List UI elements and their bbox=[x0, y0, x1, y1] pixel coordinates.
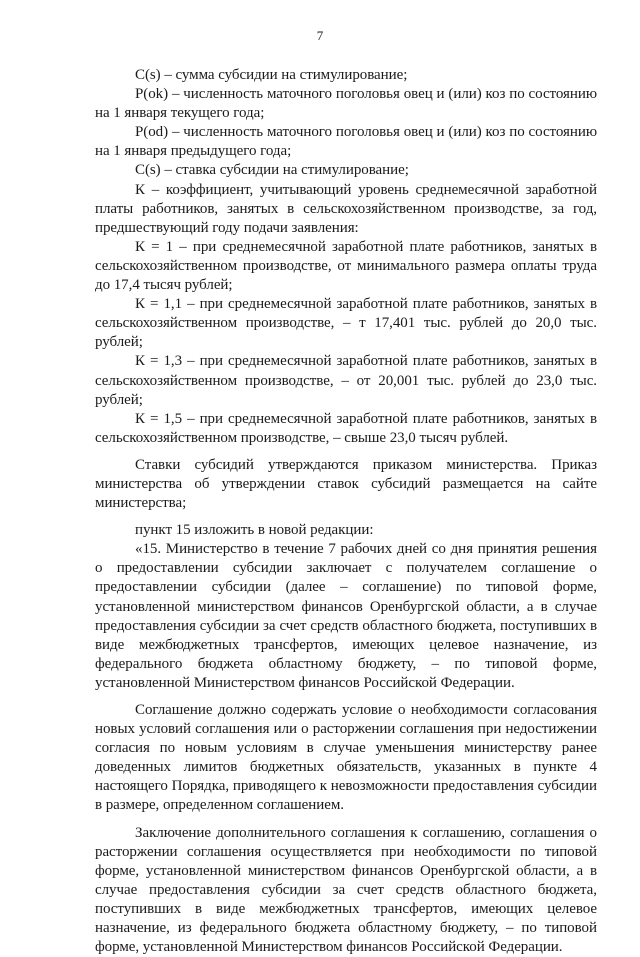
paragraph: P(ok) – численность маточного поголовья овец и (или) коз по состоянию на 1 января текущего года; bbox=[95, 86, 597, 122]
paragraph: P(od) – численность маточного поголовья овец и (или) коз по состоянию на 1 января предыдущего года; bbox=[95, 124, 597, 160]
paragraph: Соглашение должно содержать условие о необходимости согласования новых условий соглашения или о расторжении соглашения при недостижении согласия по новым условиям в случае уменьшения министерству ранее доведенных лимитов бюджетных обязательств, указанных в пункте 4 настоящего Порядка, приводящего к невозможности предоставления субсидии в размере, определенном соглашением. bbox=[95, 702, 597, 814]
paragraph: К = 1,3 – при среднемесячной заработной плате работников, занятых в сельскохозяйственном производстве, – от 20,001 тыс. рублей до 23,0 тыс. рублей; bbox=[95, 353, 597, 408]
paragraph: К = 1,5 – при среднемесячной заработной плате работников, занятых в сельскохозяйственном производстве, – свыше 23,0 тысяч рублей. bbox=[95, 410, 597, 446]
paragraph: К – коэффициент, учитывающий уровень среднемесячной заработной платы работников, занятых в сельскохозяйственном производстве, за год, предшествующий году подачи заявления: bbox=[95, 181, 597, 236]
paragraph: пункт 15 изложить в новой редакции: bbox=[135, 522, 374, 539]
paragraph: К = 1 – при среднемесячной заработной плате работников, занятых в сельскохозяйственном производстве, от минимального размера оплаты труда до 17,4 тысяч рублей; bbox=[95, 238, 597, 294]
page-number: 7 bbox=[316, 28, 324, 43]
paragraph: Заключение дополнительного соглашения к соглашению, соглашения о расторжении соглашения осуществляется при необходимости по типовой форме, установленной министерством финансов Оренбургской области, а в случае предоставления субсидии за счет средств областного бюджета, поступивших в виде межбюджетных трансфертов, имеющих целевое назначение, из федерального бюджета областному бюджету, – по типовой форме, установленной Министерством финансов Российской Федерации. bbox=[95, 824, 597, 956]
paragraph: «15. Министерство в течение 7 рабочих дней со дня принятия решения о предоставлении субсидии заключает с получателем соглашение о предоставлении субсидии (далее – соглашение) по типовой форме, установленной министерством финансов Оренбургской области, а в случае предоставления субсидии за счет средств областного бюджета, поступивших в виде межбюджетных трансфертов, имеющих целевое назначение, из федерального бюджета областному бюджету, – по типовой форме, установленной Министерством финансов Российской Федерации. bbox=[95, 541, 597, 691]
document-body bbox=[95, 66, 597, 957]
paragraph: C(s) – сумма субсидии на стимулирование; bbox=[135, 67, 408, 83]
paragraph: C(s) – ставка субсидии на стимулирование; bbox=[135, 162, 409, 179]
paragraph: Ставки субсидий утверждаются приказом министерства. Приказ министерства об утверждении ставок субсидий размещается на сайте министерства; bbox=[95, 456, 597, 512]
paragraph: К = 1,1 – при среднемесячной заработной плате работников, занятых в сельскохозяйственном производстве, – т 17,401 тыс. рублей до 20,0 тыс. рублей; bbox=[95, 296, 597, 351]
